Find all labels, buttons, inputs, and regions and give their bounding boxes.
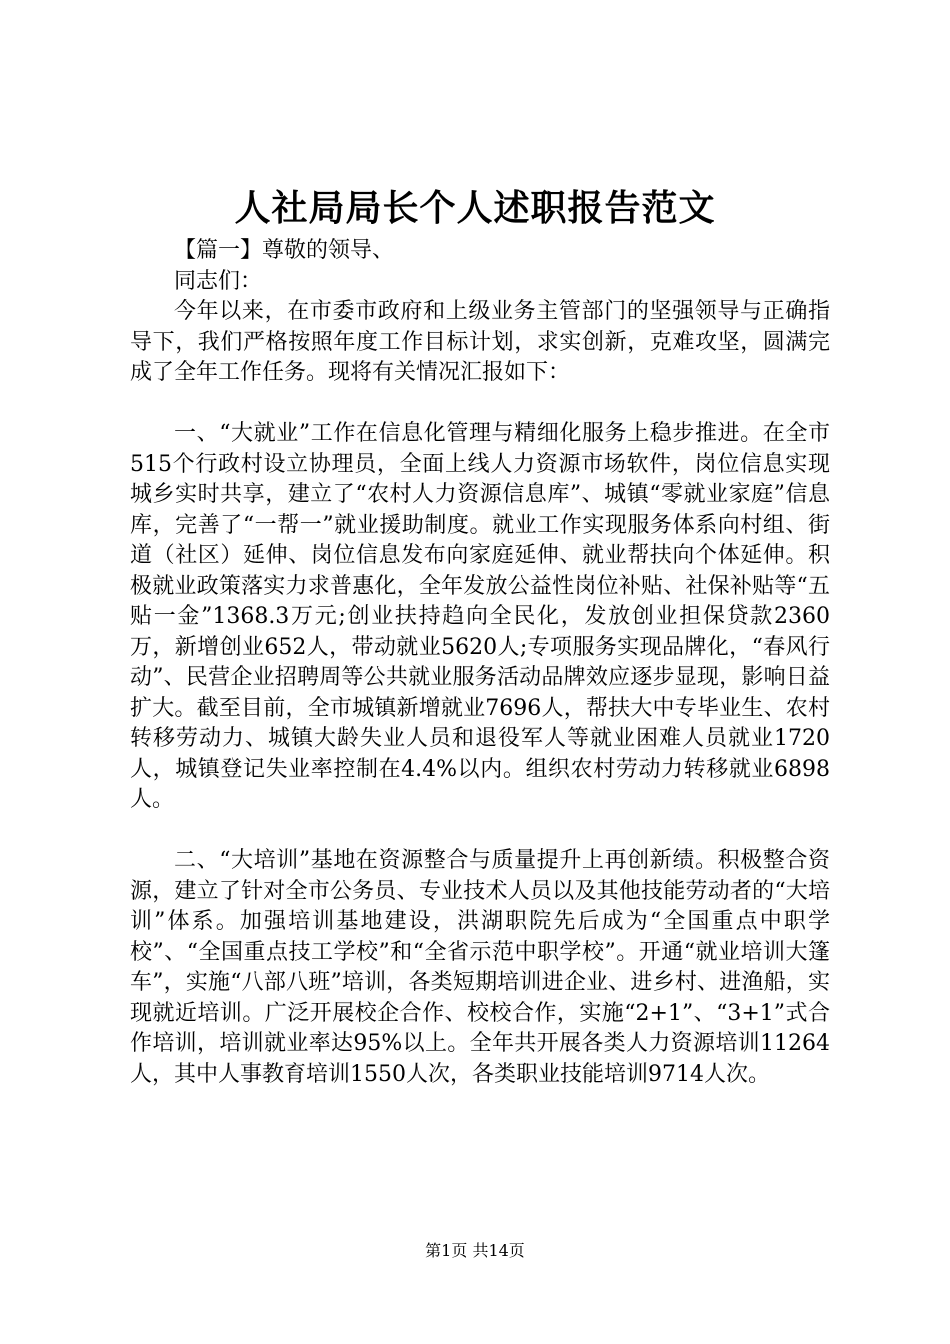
paragraph-intro: 今年以来，在市委市政府和上级业务主管部门的坚强领导与正确指导下，我们严格按照年度工作目标计划，求实创新，克难攻坚，圆满完成了全年工作任务。现将有关情况汇报如下： (130, 299, 830, 385)
document-body (130, 236, 830, 1090)
paragraph-gap (130, 816, 830, 847)
salutation-line: 同志们： (174, 268, 263, 294)
document-title: 人社局局长个人述职报告范文 (234, 187, 716, 229)
paragraph-gap (130, 389, 830, 420)
salutation-line: 【篇一】尊敬的领导、 (174, 238, 395, 263)
page-footer: 第1页 共14页 (425, 1241, 525, 1260)
paragraph-training: 二、“大培训”基地在资源整合与质量提升上再创新绩。积极整合资源，建立了针对全市公务员、专业技术人员以及其他技能劳动者的“大培训”体系。加强培训基地建设，洪湖职院先后成为“全国重点中职学校”、“全国重点技工学校”和“全省示范中职学校”。开通“就业培训大篷车”，实施“八部八班”培训，各类短期培训进企业、进乡村、进渔船，实现就近培训。广泛开展校企合作、校校合作，实施“2+1”、“3+1”式合作培训，培训就业率达95%以上。全年共开展各类人力资源培训11264人，其中人事教育培训1550人次，各类职业技能培训9714人次。 (130, 848, 830, 1087)
paragraph-employment: 一、“大就业”工作在信息化管理与精细化服务上稳步推进。在全市515个行政村设立协理员，全面上线人力资源市场软件，岗位信息实现城乡实时共享，建立了“农村人力资源信息库”、城镇“零就业家庭”信息库，完善了“一帮一”就业援助制度。就业工作实现服务体系向村组、街道（社区）延伸、岗位信息发布向家庭延伸、就业帮扶向个体延伸。积极就业政策落实力求普惠化，全年发放公益性岗位补贴、社保补贴等“五贴一金”1368.3万元;创业扶持趋向全民化，发放创业担保贷款2360万，新增创业652人，带动就业5620人;专项服务实现品牌化，“春风行动”、民营企业招聘周等公共就业服务活动品牌效应逐步显现，影响日益扩大。截至目前，全市城镇新增就业7696人，帮扶大中专毕业生、农村转移劳动力、城镇大龄失业人员和退役军人等就业困难人员就业1720人，城镇登记失业率控制在4.4%以内。组织农村劳动力转移就业6898人。 (130, 421, 831, 812)
